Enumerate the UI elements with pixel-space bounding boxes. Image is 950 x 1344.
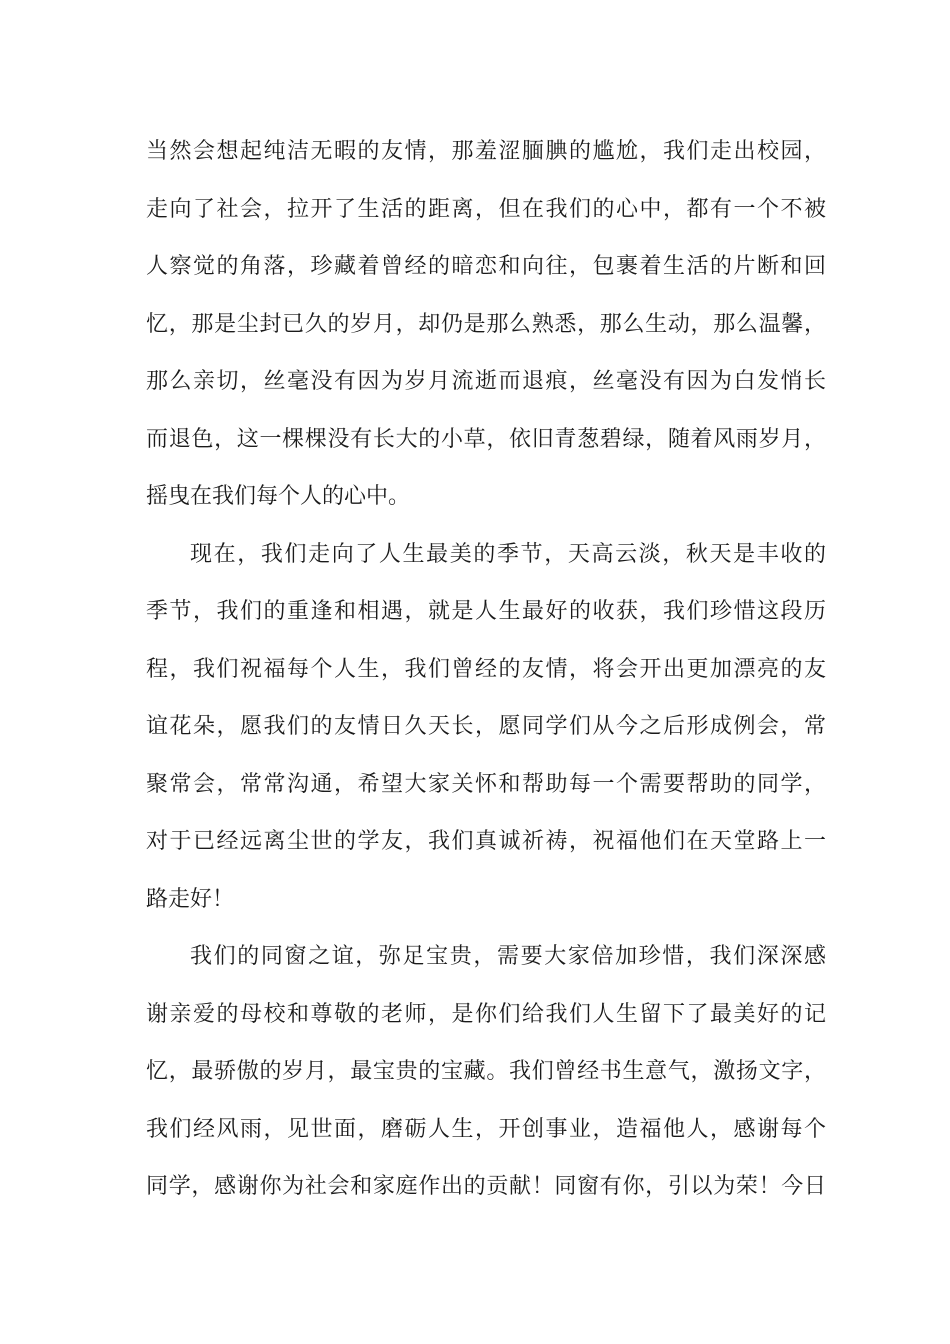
paragraph-first-line: 现在，我们走向了人生最美的季节，天高云淡，秋天是丰收的 bbox=[190, 542, 826, 567]
text-line: 摇曳在我们每个人的心中。 bbox=[146, 484, 411, 509]
paragraph-first-line: 我们的同窗之谊，弥足宝贵，需要大家倍加珍惜，我们深深感 bbox=[190, 944, 826, 969]
text-line: 当然会想起纯洁无暇的友情，那羞涩腼腆的尴尬，我们走出校园， bbox=[146, 139, 826, 164]
text-line: 谊花朵，愿我们的友情日久天长，愿同学们从今之后形成例会，常 bbox=[146, 714, 826, 739]
text-line: 程，我们祝福每个人生，我们曾经的友情，将会开出更加漂亮的友 bbox=[146, 657, 826, 682]
text-line: 忆，最骄傲的岁月，最宝贵的宝藏。我们曾经书生意气，激扬文字， bbox=[146, 1059, 826, 1084]
text-line: 忆，那是尘封已久的岁月，却仍是那么熟悉，那么生动，那么温馨， bbox=[146, 312, 826, 337]
text-line: 谢亲爱的母校和尊敬的老师，是你们给我们人生留下了最美好的记 bbox=[146, 1002, 826, 1027]
text-line: 对于已经远离尘世的学友，我们真诚祈祷，祝福他们在天堂路上一 bbox=[146, 829, 826, 854]
text-line: 人察觉的角落，珍藏着曾经的暗恋和向往，包裹着生活的片断和回 bbox=[146, 254, 826, 279]
text-line: 同学，感谢你为社会和家庭作出的贡献！同窗有你，引以为荣！今日 bbox=[146, 1174, 826, 1199]
text-line: 走向了社会，拉开了生活的距离，但在我们的心中，都有一个不被 bbox=[146, 197, 826, 222]
text-line: 那么亲切，丝毫没有因为岁月流逝而退痕，丝毫没有因为白发悄长 bbox=[146, 369, 826, 394]
text-line: 路走好！ bbox=[146, 887, 235, 912]
text-line: 季节，我们的重逢和相遇，就是人生最好的收获，我们珍惜这段历 bbox=[146, 599, 826, 624]
text-line: 而退色，这一棵棵没有长大的小草，依旧青葱碧绿，随着风雨岁月， bbox=[146, 427, 826, 452]
text-line: 我们经风雨，见世面，磨砺人生，开创事业，造福他人，感谢每个 bbox=[146, 1117, 826, 1142]
text-line: 聚常会，常常沟通，希望大家关怀和帮助每一个需要帮助的同学， bbox=[146, 772, 826, 797]
